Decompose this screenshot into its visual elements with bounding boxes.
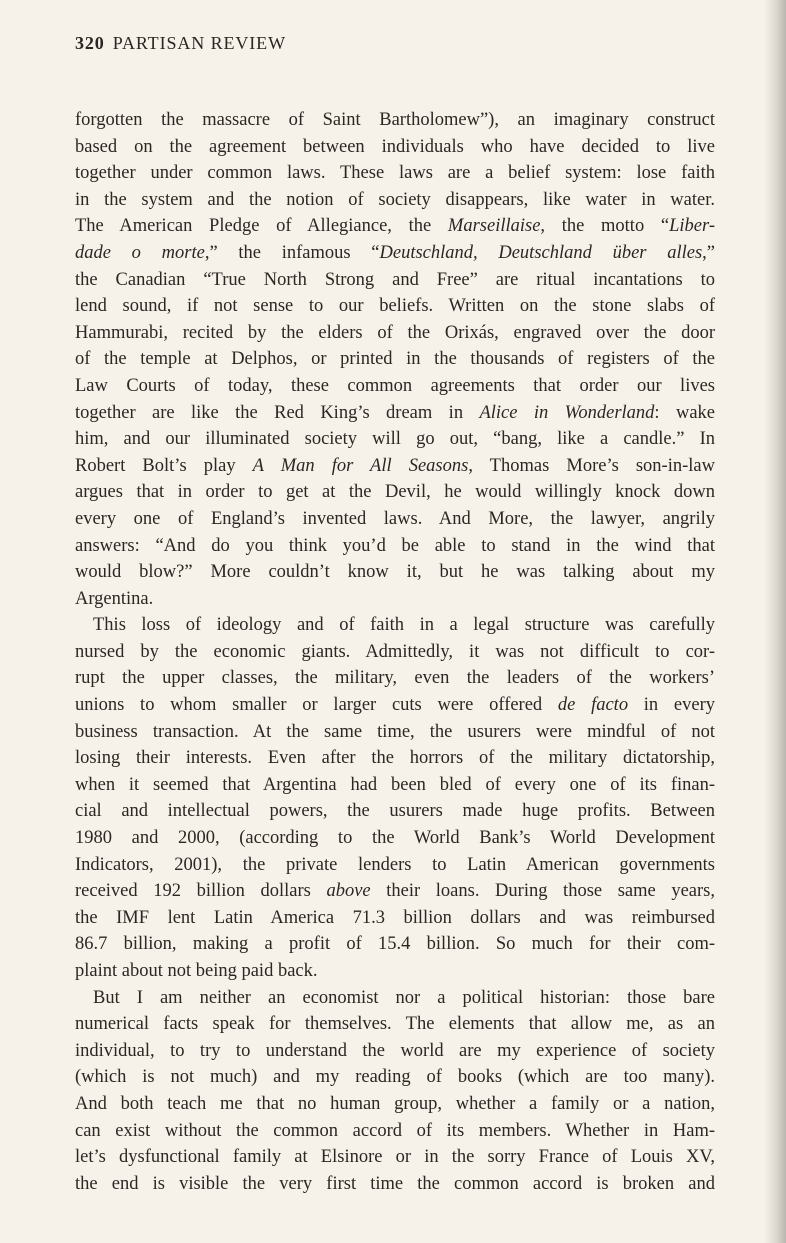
text-line: [75, 772, 715, 799]
text-line: [75, 187, 715, 214]
text-line: [75, 426, 715, 453]
text-run: argues that in order to get at the Devil, he would willingly knock down: [75, 482, 715, 503]
text-run: 86.7 billion, making a profit of 15.4 billion. So much for their com-: [75, 934, 715, 955]
text-line: [75, 134, 715, 161]
italic-text: Alice in Wonderland: [479, 402, 655, 423]
italic-text: A Man for All Seasons: [252, 455, 469, 476]
text-run: And both teach me that no human group, whether a family or a nation,: [75, 1093, 715, 1114]
text-run: together under common laws. These laws are a belief system: lose faith: [75, 163, 715, 184]
text-line: [75, 373, 715, 400]
text-run: Robert Bolt’s play: [75, 455, 253, 476]
text-run: individual, to try to understand the world are my experience of society: [75, 1040, 715, 1061]
text-line: [75, 852, 715, 879]
text-line: [75, 985, 715, 1012]
text-run: can exist without the common accord of its members. Whether in Ham-: [75, 1120, 715, 1141]
text-line: [75, 400, 715, 427]
text-run: their loans. During those same years,: [370, 881, 715, 902]
text-line: [75, 293, 715, 320]
paragraph: [75, 985, 715, 1198]
text-run: in every: [628, 695, 715, 716]
text-run: cial and intellectual powers, the usurers made huge profits. Between: [75, 801, 715, 822]
text-run: him, and our illuminated society will go out, “bang, like a candle.” In: [75, 429, 715, 450]
text-run: : wake: [654, 402, 715, 423]
text-run: based on the agreement between individuals who have decided to live: [75, 136, 715, 157]
text-run: let’s dysfunctional family at Elsinore or in the sorry France of Louis XV,: [75, 1147, 715, 1168]
text-run: 1980 and 2000, (according to the World Bank’s World Development: [75, 828, 715, 849]
text-run: forgotten the massacre of Saint Bartholomew”), an imaginary construct: [75, 110, 715, 130]
paragraph: [75, 612, 715, 984]
body-text: [75, 107, 715, 1197]
text-line: [75, 692, 715, 719]
text-run: Indicators, 2001), the private lenders to Latin American governments: [75, 854, 715, 875]
text-line: [75, 240, 715, 267]
text-line: [75, 213, 715, 240]
page-edge-shadow: [764, 0, 786, 1243]
text-line: [75, 1064, 715, 1091]
text-line: [75, 1038, 715, 1065]
text-line: [75, 1171, 715, 1198]
text-run: together are like the Red King’s dream in: [75, 402, 480, 423]
text-run: The American Pledge of Allegiance, the: [75, 216, 448, 237]
text-run: Argentina.: [75, 588, 154, 609]
text-line: [75, 665, 715, 692]
text-run: , Thomas More’s son-in-law: [468, 455, 715, 476]
text-run: Law Courts of today, these common agreements that order our lives: [75, 375, 715, 396]
text-line: [75, 453, 715, 480]
text-line: [75, 1011, 715, 1038]
text-line: [75, 506, 715, 533]
paragraph: [75, 107, 715, 612]
text-line: [75, 320, 715, 347]
text-line: [75, 586, 715, 613]
running-head: [75, 33, 286, 54]
text-line: [75, 825, 715, 852]
text-line: [75, 479, 715, 506]
text-run: unions to whom smaller or larger cuts were offered: [75, 695, 558, 716]
italic-text: Marseillaise: [447, 216, 541, 237]
text-line: [75, 1144, 715, 1171]
text-run: nursed by the economic giants. Admittedly, it was not difficult to cor-: [75, 641, 715, 662]
text-run: every one of England’s invented laws. And More, the lawyer, angrily: [75, 508, 715, 529]
text-run: of the temple at Delphos, or printed in the thousands of registers of the: [75, 349, 715, 370]
text-run: received 192 billion dollars: [75, 881, 327, 902]
text-run: Hammurabi, recited by the elders of the Orixás, engraved over the door: [75, 322, 715, 343]
page-number: 320: [75, 33, 105, 53]
text-run: the Canadian “True North Strong and Free” are ritual incantations to: [75, 269, 715, 290]
text-run: This loss of ideology and of faith in a legal structure was carefully: [93, 615, 715, 636]
italic-text: Liber-: [669, 216, 715, 237]
text-run: lend sound, if not sense to our beliefs. Written on the stone slabs of: [75, 296, 715, 317]
text-run: in the system and the notion of society disappears, like water in water.: [75, 189, 715, 210]
text-run: would blow?” More couldn’t know it, but he was talking about my: [75, 562, 715, 583]
text-run: when it seemed that Argentina had been bled of every one of its finan-: [75, 774, 715, 795]
text-run: the IMF lent Latin America 71.3 billion dollars and was reimbursed: [75, 907, 715, 928]
text-line: [75, 346, 715, 373]
text-run: plaint about not being paid back.: [75, 961, 318, 981]
text-line: [75, 612, 715, 639]
text-line: [75, 533, 715, 560]
text-run: losing their interests. Even after the horrors of the military dictatorship,: [75, 748, 715, 769]
text-line: [75, 745, 715, 772]
text-line: [75, 798, 715, 825]
text-run: numerical facts speak for themselves. The elements that allow me, as an: [75, 1014, 715, 1035]
text-run: But I am neither an economist nor a political historian: those bare: [93, 987, 715, 1008]
italic-text: dade o morte: [75, 242, 205, 263]
text-run: , the motto “: [540, 216, 670, 237]
text-line: [75, 719, 715, 746]
text-line: [75, 107, 715, 134]
italic-text: de facto: [557, 695, 629, 716]
text-run: the end is visible the very first time the common accord is broken and: [75, 1173, 715, 1194]
italic-text: above: [326, 881, 371, 902]
text-line: [75, 878, 715, 905]
text-run: ,” the infamous “: [204, 242, 380, 263]
journal-title: PARTISAN REVIEW: [112, 33, 286, 53]
text-run: answers: “And do you think you’d be able to stand in the wind that: [75, 535, 715, 556]
text-line: [75, 1091, 715, 1118]
text-line: [75, 267, 715, 294]
text-line: [75, 958, 715, 985]
italic-text: Deutschland, Deutschland über alles: [379, 242, 703, 263]
text-line: [75, 931, 715, 958]
text-run: ,”: [702, 242, 716, 263]
text-line: [75, 160, 715, 187]
text-line: [75, 559, 715, 586]
text-line: [75, 1118, 715, 1145]
text-run: business transaction. At the same time, the usurers were mindful of not: [75, 721, 715, 742]
text-line: [75, 905, 715, 932]
text-run: rupt the upper classes, the military, even the leaders of the workers’: [75, 668, 715, 689]
text-run: (which is not much) and my reading of books (which are too many).: [75, 1067, 715, 1088]
text-line: [75, 639, 715, 666]
